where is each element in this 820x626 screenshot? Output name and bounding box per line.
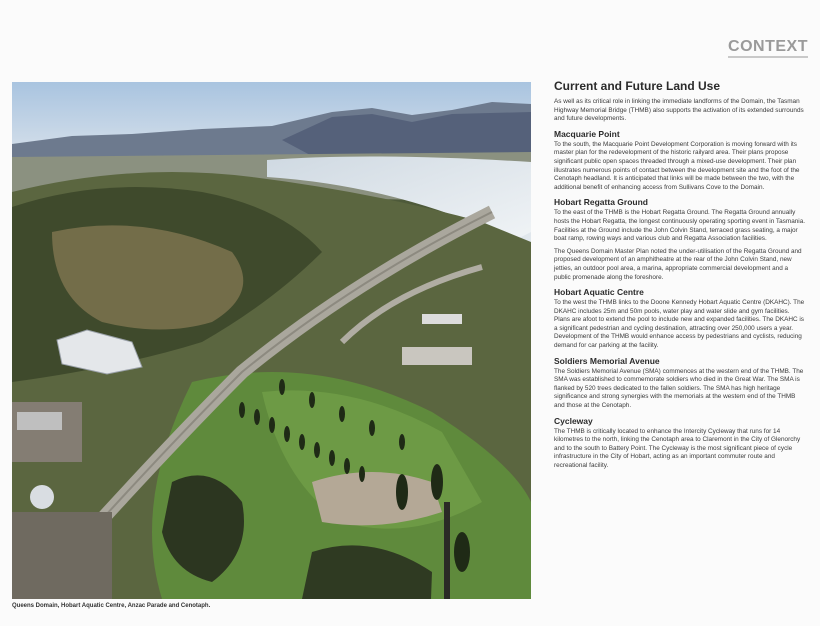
heading-cycleway: Cycleway — [554, 415, 593, 426]
heading-hobart-regatta-ground: Hobart Regatta Ground — [554, 197, 648, 208]
paragraph-cycleway: The THMB is critically located to enhance the Intercity Cycleway that runs for 14 kilometres to the north, linking the Cenotaph area to Claremont in the City of Glenorchy and to the south to Battery Point. The Cycleway is the most significant piece of cycle infrastructure in the City of Hobart, acting as an important commuter route and recreational facility. — [554, 427, 801, 469]
paragraph-regatta-1: To the east of the THMB is the Hobart Regatta Ground. The Regatta Ground annually hosts the Hobart Regatta, the longest continuously operating sporting event in Tasmania. Facilities at the Ground include the John Colvin Stand, terraced grass seating, a major boat ramp, rowing ways and various club and Regatta Association facilities. — [554, 209, 806, 243]
text-column — [554, 79, 806, 475]
intro-paragraph: As well as its critical role in linking the immediate landforms of the Domain, the Tasman Highway Memorial Bridge (THMB) also supports the activation of its extended surrounds and future developments. — [554, 98, 804, 123]
photo-caption: Queens Domain, Hobart Aquatic Centre, Anzac Parade and Cenotaph. — [12, 603, 211, 609]
paragraph-regatta-2: The Queens Domain Master Plan noted the under-utilisation of the Regatta Ground and proposed development of an amphitheatre at the rear of the John Colvin Stand, new jetties, an outdoor pool area, a marina, appropriate commercial development and a public promenade along the foreshore. — [554, 247, 802, 281]
paragraph-soldiers-memorial-avenue: The Soldiers Memorial Avenue (SMA) commences at the western end of the THMB. The SMA was established to commemorate soldiers who died in the Great War. The SMA is flanked by 520 trees dedicated to the fallen soldiers. The SMA has high heritage significance and strong synergies with the memorials at the western end of the THMB and those at the Cenotaph. — [554, 367, 804, 410]
heading-soldiers-memorial-avenue: Soldiers Memorial Avenue — [554, 355, 660, 366]
section-label-context: CONTEXT — [728, 38, 808, 58]
paragraph-aquatic-centre: To the west the THMB links to the Doone Kennedy Hobart Aquatic Centre (DKAHC). The DKAHC includes 25m and 50m pools, water play and water slide and gym facilities. Plans are afoot to extend the pool to include new and expanded facilities. The DKAHC is a significant pedestrian and cycling destination, attracting over 250,000 users a year. Development of the THMB would enhance access by pedestrians and cyclists, reducing demand for car parking at the facility. — [554, 299, 805, 350]
page-title: Current and Future Land Use — [554, 79, 721, 93]
heading-hobart-aquatic-centre: Hobart Aquatic Centre — [554, 287, 644, 298]
aerial-photo — [12, 82, 531, 599]
heading-macquarie-point: Macquarie Point — [554, 128, 620, 139]
paragraph-macquarie-point: To the south, the Macquarie Point Development Corporation is moving forward with its master plan for the redevelopment of the historic railyard area. Their plans propose significant public open spaces threaded through a mixed-use development. Their plan illustrates numerous points of contact between the development site and the foot of the Cenotaph headland. It is anticipated that links will be made between the two, with the additional benefit of enhancing access from Sullivans Cove to the Domain. — [554, 140, 800, 191]
